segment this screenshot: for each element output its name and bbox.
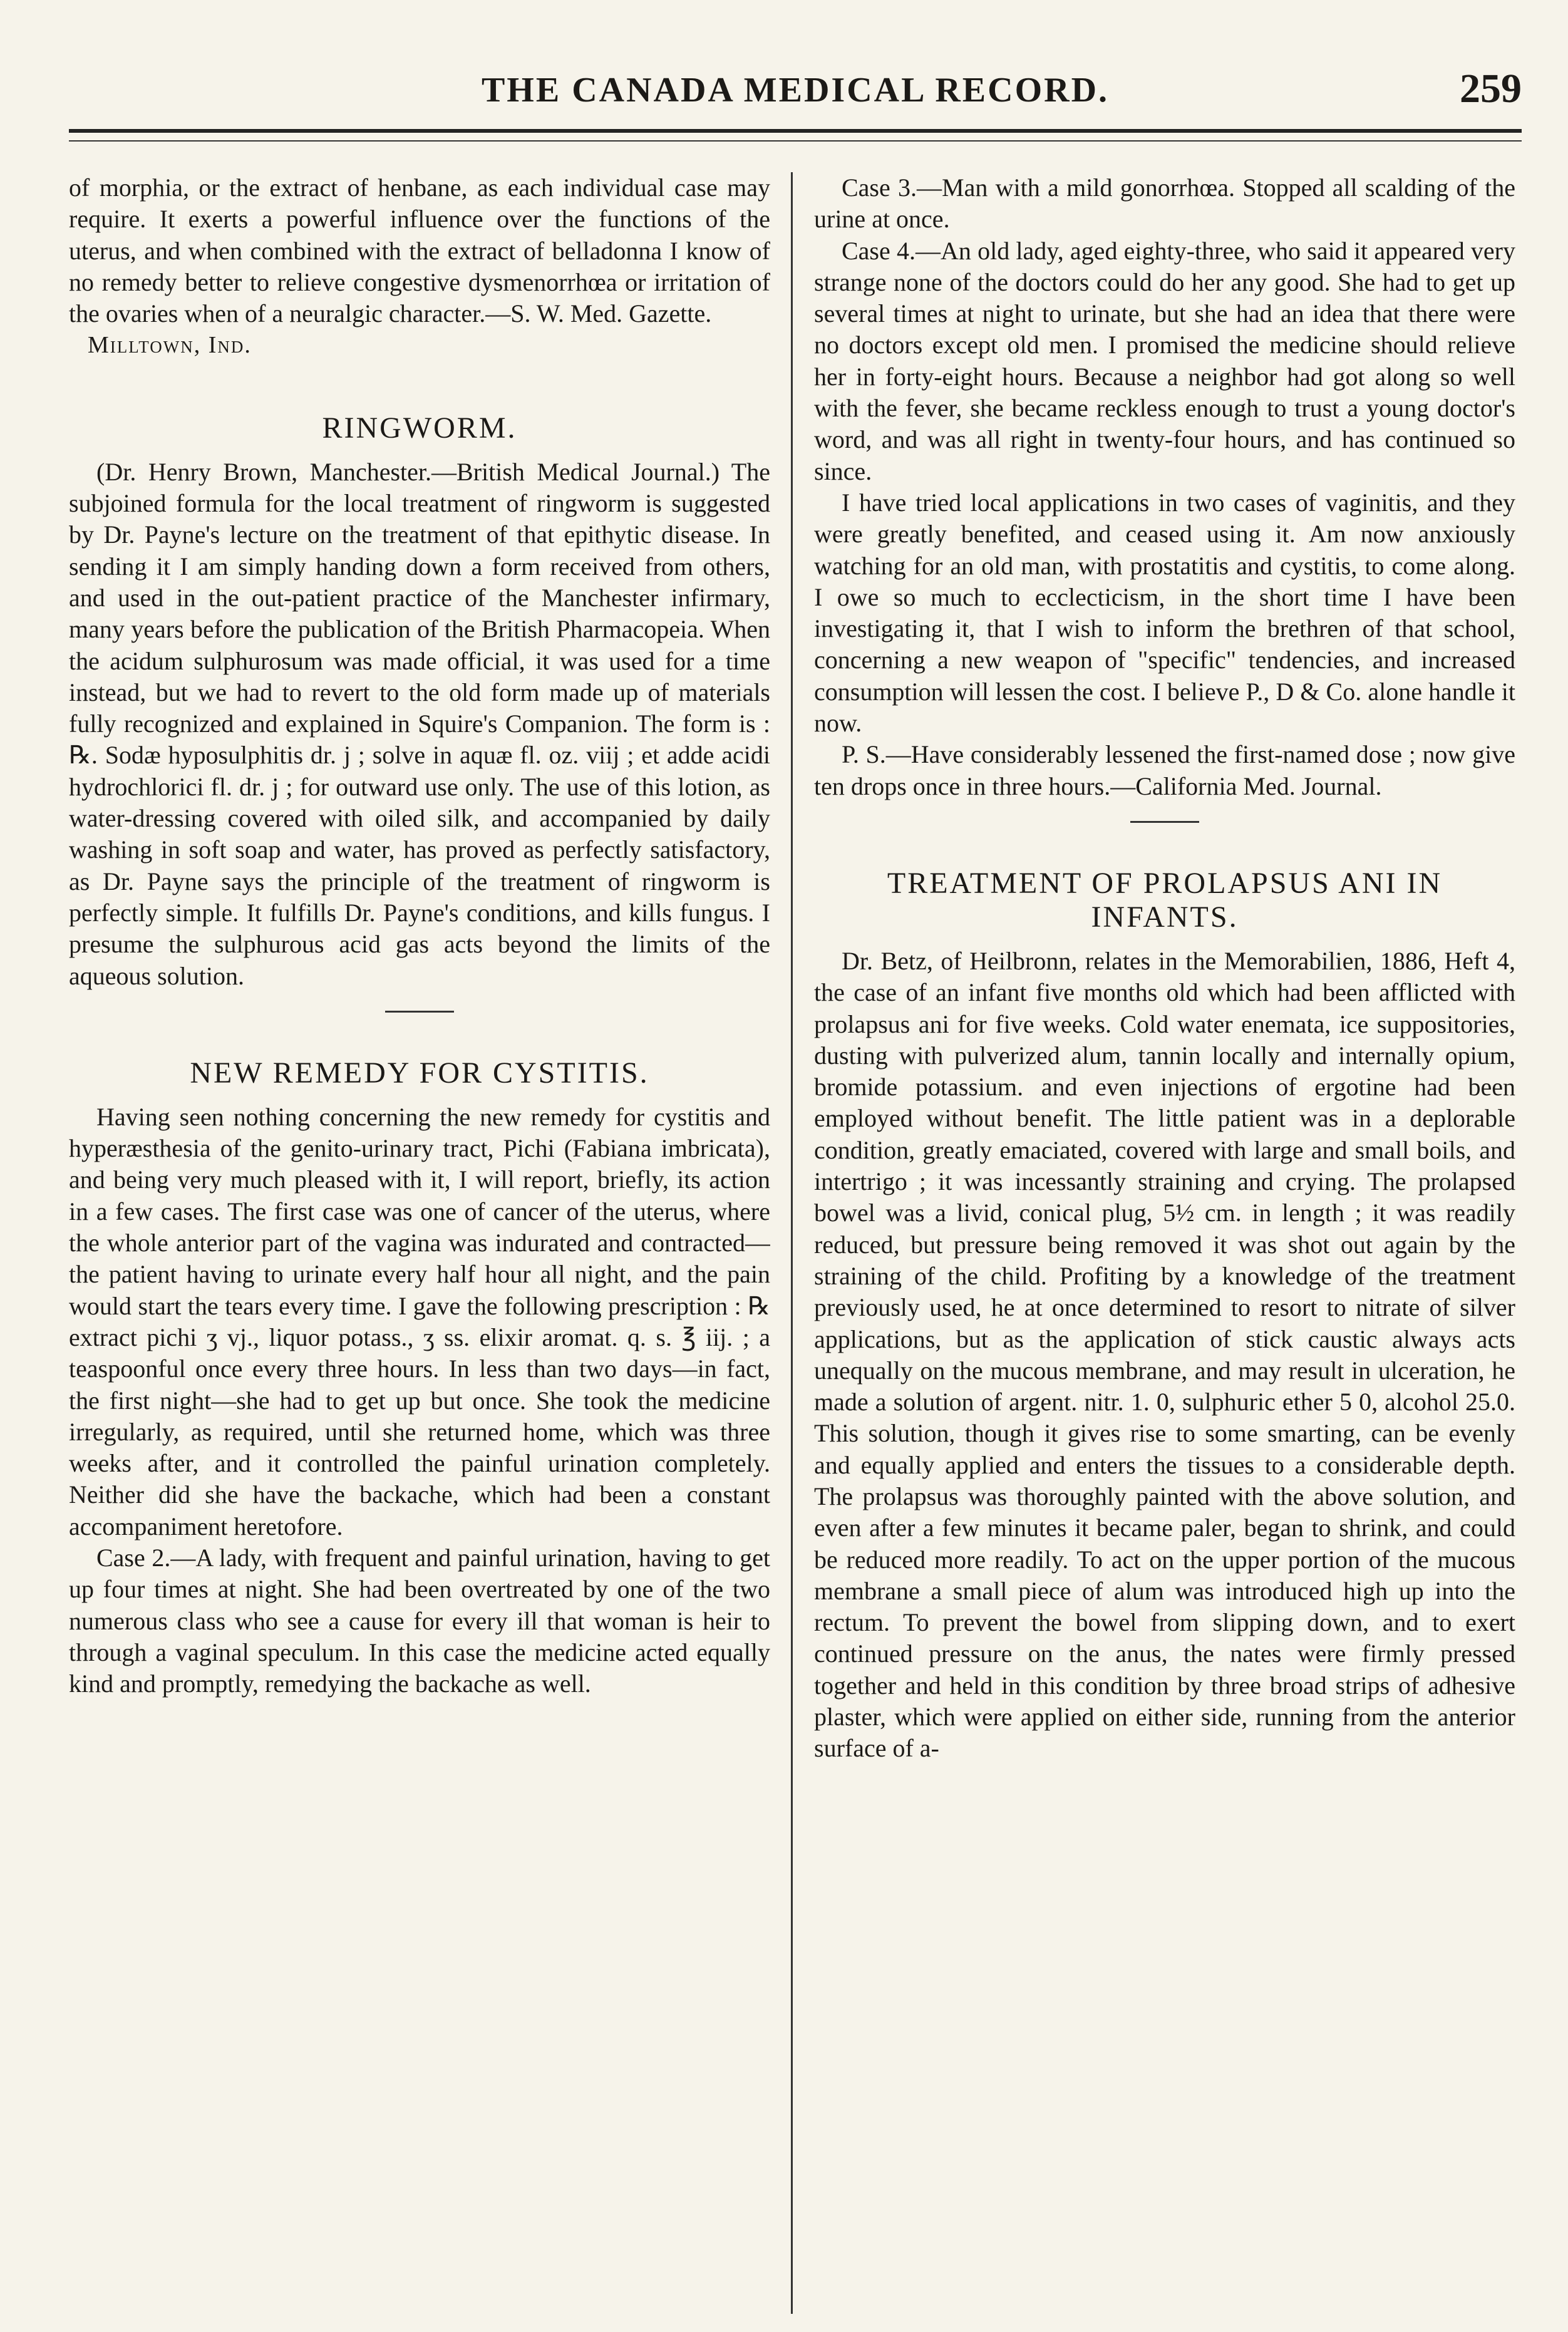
header-rule-thick <box>69 129 1522 133</box>
case-3-paragraph: Case 3.—Man with a mild gonorrhœa. Stopped all scalding of the urine at once. <box>814 173 1515 234</box>
cystitis-paragraph-2: Case 2.—A lady, with frequent and painful urination, having to get up four times at night. She had been overtreated by one of the two numerous class who see a cause for every ill that woman is heir to through a vaginal speculum. In this case the medicine acted equally kind and promptly, remedying the backache as well. <box>69 1543 770 1698</box>
section-divider <box>385 1011 454 1013</box>
section-divider <box>1130 821 1199 823</box>
article-title-ringworm: RINGWORM. <box>322 411 517 445</box>
ringworm-paragraph: (Dr. Henry Brown, Manchester.—British Medical Journal.) The subjoined formula for the local treatment of ringworm is suggested by Dr. Payne's lecture on the treatment of that epithytic disease. In sending it I am simply handing down a form received from others, and used in the out-patient practice of the Manchester infirmary, many years before the publication of the British Pharmacopeia. When the acidum sulphurosum was made official, it was used for a time instead, but we had to revert to the old form made up of materials fully recognized and explained in Squire's Companion. The form is : ℞. Sodæ hyposulphitis dr. j ; solve in aquæ fl. oz. viij ; et adde acidi hydrochlorici fl. dr. j ; for outward use only. The use of this lotion, as water-dressing covered with oiled silk, and accompanied by daily washing in soft soap and water, has proved as perfectly satisfactory, as Dr. Payne says the principle of the treatment of ringworm is perfectly simple. It fulfills Dr. Payne's conditions, and kills fungus. I presume the sulphurous acid gas acts beyond the limits of the aqueous solution. <box>69 457 770 990</box>
right-column <box>814 172 1515 2308</box>
article-title-cystitis: NEW REMEDY FOR CYSTITIS. <box>190 1056 649 1090</box>
cystitis-paragraph-1: Having seen nothing concerning the new remedy for cystitis and hyperæsthesia of the genito-urinary tract, Pichi (Fabiana imbricata), and being very much pleased with it, I will report, briefly, its action in a few cases. The first case was one of cancer of the uterus, where the whole anterior part of the vagina was indurated and contracted—the patient having to urinate every half hour all night, and the pain would start the tears every time. I gave the following prescription : ℞ extract pichi ʒ vj., liquor potass., ʒ ss. elixir aromat. q. s. ℥ iij. ; a teaspoonful once every three hours. In less than two days—in fact, the first night—she had to get up but once. She took the medicine irregularly, as required, until she returned home, which was three weeks after, and it controlled the painful urination completely. Neither did she have the backache, which had been a constant accompaniment heretofore. <box>69 1102 770 1540</box>
column-divider <box>791 172 793 2314</box>
postscript-paragraph: P. S.—Have considerably lessened the first-named dose ; now give ten drops once in three hours.—California Med. Journal. <box>814 740 1515 800</box>
page-header <box>69 58 1522 120</box>
header-rule-thin <box>69 140 1522 142</box>
author-location: Milltown, Ind. <box>88 332 252 359</box>
local-applications-paragraph: I have tried local applications in two cases of vaginitis, and they were greatly benefited, and ceased using it. Am now anxiously watching for an old man, with prostatitis and cystitis, to come along. I owe so much to ecclecticism, in the short time I have been investigating it, that I wish to inform the brethren of that school, concerning a new weapon of "specific" tendencies, and increased consumption will lessen the cost. I believe P., D & Co. alone handle it now. <box>814 488 1515 738</box>
case-4-paragraph: Case 4.—An old lady, aged eighty-three, who said it appeared very strange none of the doctors could do her any good. She had to get up several times at night to urinate, but she had an idea that there were no doctors except old men. I promised the medicine should relieve her in forty-eight hours. Because a neighbor had got along so well with the fever, she became reckless enough to trust a young doctor's word, and was all right in twenty-four hours, and has continued so since. <box>814 236 1515 485</box>
left-column <box>69 172 770 2308</box>
article-title-prolapsus: TREATMENT OF PROLAPSUS ANI IN INFANTS. <box>887 866 1443 934</box>
continued-paragraph: of morphia, or the extract of henbane, as each individual case may require. It exerts a powerful influence over the functions of the uterus, and when combined with the extract of belladonna I know of no remedy better to relieve congestive dysmenorrhœa or irritation of the ovaries when of a neuralgic character.—S. W. Med. Gazette. <box>69 173 770 328</box>
page-number: 259 <box>1460 66 1522 111</box>
running-title: THE CANADA MEDICAL RECORD. <box>481 71 1110 110</box>
prolapsus-paragraph: Dr. Betz, of Heilbronn, relates in the Memorabilien, 1886, Heft 4, the case of an infant five months old which had been afflicted with prolapsus ani for five weeks. Cold water enemata, ice suppositories, dusting with pulverized alum, tannin locally and internally opium, bromide potassium. and even injections of ergotine had been employed without benefit. The little patient was in a deplorable condition, greatly emaciated, covered with large and small boils, and intertrigo ; it was incessantly straining and crying. The prolapsed bowel was a livid, conical plug, 5½ cm. in length ; it was readily reduced, but pressure being removed it was shot out again by the straining of the child. Profiting by a knowledge of the treatment previously used, he at once determined to resort to nitrate of silver applications, but as the application of stick caustic always acts unequally on the mucous membrane, and may result in ulceration, he made a solution of argent. nitr. 1. 0, sulphuric ether 5 0, alcohol 25.0. This solution, though it gives rise to some smarting, can be evenly and equally applied and enters the tissues to a considerable depth. The prolapsus was thoroughly painted with the above solution, and even after a few minutes it became paler, began to shrink, and could be reduced more readily. To act on the upper portion of the mucous membrane a small piece of alum was introduced high up into the rectum. To prevent the bowel from slipping down, and to exert continued pressure on the anus, the nates were firmly pressed together and held in this condition by three broad strips of adhesive plaster, which were applied on either side, running from the anterior surface of a- <box>814 946 1515 1763</box>
